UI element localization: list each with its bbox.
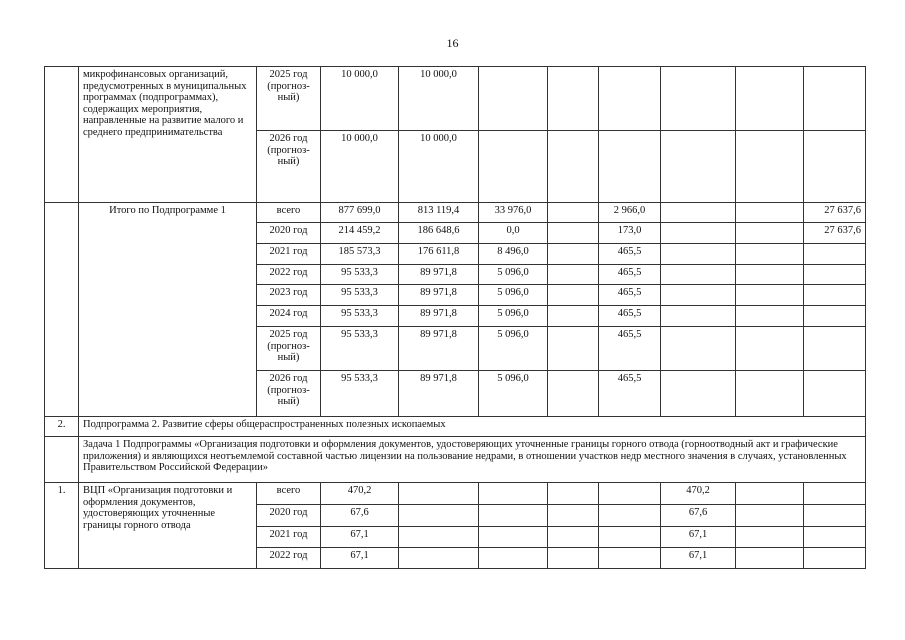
value-cell-c7: [736, 223, 804, 244]
value-cell-c3: 5 096,0: [479, 371, 548, 417]
value-cell-c4: [548, 203, 599, 223]
year-cell: 2026 год (прогноз-ный): [257, 371, 321, 417]
value-cell-c2: 89 971,8: [399, 265, 479, 285]
value-cell-c2: 89 971,8: [399, 371, 479, 417]
value-cell-c7: [736, 244, 804, 265]
value-cell-c2: 89 971,8: [399, 306, 479, 327]
value-cell-c3: 0,0: [479, 223, 548, 244]
value-cell-c4: [548, 527, 599, 548]
year-cell: всего: [257, 483, 321, 505]
value-cell-c1: 214 459,2: [321, 223, 399, 244]
page-number: 16: [446, 36, 459, 50]
value-cell-c5: [599, 527, 661, 548]
value-cell-c4: [548, 265, 599, 285]
value-cell-c8: [804, 131, 866, 203]
value-cell-c1: 95 533,3: [321, 285, 399, 306]
value-cell-c3: [479, 67, 548, 131]
value-cell-c3: [479, 505, 548, 527]
section-title: Подпрограмма 2. Развитие сферы общераспространенных полезных ископаемых: [79, 417, 866, 437]
table-body: [45, 67, 866, 569]
value-cell-c3: [479, 483, 548, 505]
value-cell-c8: 27 637,6: [804, 203, 866, 223]
value-cell-c5: 465,5: [599, 244, 661, 265]
value-cell-c3: 5 096,0: [479, 265, 548, 285]
value-cell-c7: [736, 548, 804, 569]
value-cell-c8: [804, 371, 866, 417]
value-cell-c4: [548, 505, 599, 527]
value-cell-c4: [548, 306, 599, 327]
value-cell-c1: 10 000,0: [321, 67, 399, 131]
value-cell-c6: [661, 265, 736, 285]
task-row: [45, 437, 866, 483]
year-cell: 2025 год (прогноз-ный): [257, 327, 321, 371]
value-cell-c8: [804, 285, 866, 306]
value-cell-c1: 95 533,3: [321, 265, 399, 285]
year-cell: 2022 год: [257, 265, 321, 285]
value-cell-c6: 470,2: [661, 483, 736, 505]
value-cell-c3: 8 496,0: [479, 244, 548, 265]
value-cell-c7: [736, 67, 804, 131]
value-cell-c1: 877 699,0: [321, 203, 399, 223]
task-number-cell: [45, 437, 79, 483]
year-cell: всего: [257, 203, 321, 223]
value-cell-c3: 33 976,0: [479, 203, 548, 223]
value-cell-c1: 470,2: [321, 483, 399, 505]
value-cell-c5: 465,5: [599, 306, 661, 327]
value-cell-c6: [661, 223, 736, 244]
value-cell-c1: 95 533,3: [321, 371, 399, 417]
value-cell-c2: [399, 548, 479, 569]
value-cell-c6: [661, 244, 736, 265]
value-cell-c7: [736, 527, 804, 548]
value-cell-c7: [736, 203, 804, 223]
table-row: [45, 483, 866, 505]
value-cell-c8: [804, 505, 866, 527]
value-cell-c5: 465,5: [599, 371, 661, 417]
value-cell-c8: [804, 306, 866, 327]
value-cell-c6: [661, 203, 736, 223]
value-cell-c2: 813 119,4: [399, 203, 479, 223]
value-cell-c1: 185 573,3: [321, 244, 399, 265]
value-cell-c2: [399, 483, 479, 505]
value-cell-c7: [736, 371, 804, 417]
value-cell-c2: [399, 527, 479, 548]
value-cell-c6: [661, 371, 736, 417]
value-cell-c8: [804, 483, 866, 505]
value-cell-c5: [599, 131, 661, 203]
value-cell-c8: [804, 548, 866, 569]
value-cell-c8: [804, 244, 866, 265]
table-row: [45, 67, 866, 131]
value-cell-c4: [548, 131, 599, 203]
value-cell-c5: [599, 67, 661, 131]
program-name-cell: микрофинансовых организаций, предусмотренных в муниципальных программах (подпрограммах), содержащих мероприятия, направленные на развитие малого и среднего предпринимательства: [79, 67, 257, 203]
row-number: [45, 67, 79, 203]
value-cell-c6: 67,1: [661, 548, 736, 569]
value-cell-c5: 465,5: [599, 327, 661, 371]
value-cell-c7: [736, 131, 804, 203]
value-cell-c3: [479, 527, 548, 548]
value-cell-c8: [804, 265, 866, 285]
value-cell-c1: 67,6: [321, 505, 399, 527]
year-cell: 2020 год: [257, 505, 321, 527]
value-cell-c8: [804, 527, 866, 548]
program-name-cell: Итого по Подпрограмме 1: [79, 203, 257, 417]
value-cell-c6: [661, 306, 736, 327]
value-cell-c7: [736, 306, 804, 327]
value-cell-c5: [599, 548, 661, 569]
value-cell-c3: 5 096,0: [479, 306, 548, 327]
value-cell-c1: 95 533,3: [321, 306, 399, 327]
year-cell: 2020 год: [257, 223, 321, 244]
year-cell: 2022 год: [257, 548, 321, 569]
program-name-cell: ВЦП «Организация подготовки и оформления документов, удостоверяющих уточненные границы горного отвода: [79, 483, 257, 569]
value-cell-c4: [548, 371, 599, 417]
value-cell-c1: 95 533,3: [321, 327, 399, 371]
value-cell-c4: [548, 223, 599, 244]
value-cell-c6: 67,6: [661, 505, 736, 527]
value-cell-c1: 67,1: [321, 548, 399, 569]
budget-table: [44, 66, 866, 569]
value-cell-c2: [399, 505, 479, 527]
value-cell-c3: [479, 131, 548, 203]
value-cell-c3: [479, 548, 548, 569]
value-cell-c1: 67,1: [321, 527, 399, 548]
value-cell-c5: [599, 505, 661, 527]
value-cell-c4: [548, 67, 599, 131]
value-cell-c5: 465,5: [599, 285, 661, 306]
value-cell-c1: 10 000,0: [321, 131, 399, 203]
value-cell-c7: [736, 285, 804, 306]
year-cell: 2024 год: [257, 306, 321, 327]
value-cell-c4: [548, 483, 599, 505]
value-cell-c7: [736, 483, 804, 505]
value-cell-c2: 89 971,8: [399, 285, 479, 306]
section-number: 2.: [45, 417, 79, 437]
value-cell-c2: 10 000,0: [399, 131, 479, 203]
year-cell: 2021 год: [257, 244, 321, 265]
value-cell-c2: 186 648,6: [399, 223, 479, 244]
value-cell-c5: 2 966,0: [599, 203, 661, 223]
year-cell: 2025 год (прогноз-ный): [257, 67, 321, 131]
value-cell-c8: [804, 67, 866, 131]
year-cell: 2023 год: [257, 285, 321, 306]
value-cell-c4: [548, 548, 599, 569]
value-cell-c3: 5 096,0: [479, 285, 548, 306]
value-cell-c7: [736, 505, 804, 527]
value-cell-c8: 27 637,6: [804, 223, 866, 244]
year-cell: 2026 год (прогноз-ный): [257, 131, 321, 203]
value-cell-c4: [548, 244, 599, 265]
row-number: 1.: [45, 483, 79, 569]
value-cell-c5: [599, 483, 661, 505]
value-cell-c6: [661, 131, 736, 203]
value-cell-c7: [736, 265, 804, 285]
value-cell-c4: [548, 285, 599, 306]
row-number: [45, 203, 79, 417]
value-cell-c2: 89 971,8: [399, 327, 479, 371]
value-cell-c6: [661, 67, 736, 131]
value-cell-c2: 176 611,8: [399, 244, 479, 265]
table-row: [45, 203, 866, 223]
value-cell-c6: 67,1: [661, 527, 736, 548]
task-text: Задача 1 Подпрограммы «Организация подготовки и оформления документов, удостоверяющих уточненные границы горного отвода (горноотводный акт и графические приложения) и являющихся неотъемлемой составной частью лицензии на пользование недрами, в отношении участков недр местного значения в случаях, установленных Правительством Российской Федерации»: [79, 437, 866, 483]
value-cell-c7: [736, 327, 804, 371]
value-cell-c2: 10 000,0: [399, 67, 479, 131]
value-cell-c5: 173,0: [599, 223, 661, 244]
value-cell-c6: [661, 327, 736, 371]
value-cell-c3: 5 096,0: [479, 327, 548, 371]
value-cell-c8: [804, 327, 866, 371]
section-row: [45, 417, 866, 437]
year-cell: 2021 год: [257, 527, 321, 548]
value-cell-c5: 465,5: [599, 265, 661, 285]
value-cell-c6: [661, 285, 736, 306]
value-cell-c4: [548, 327, 599, 371]
